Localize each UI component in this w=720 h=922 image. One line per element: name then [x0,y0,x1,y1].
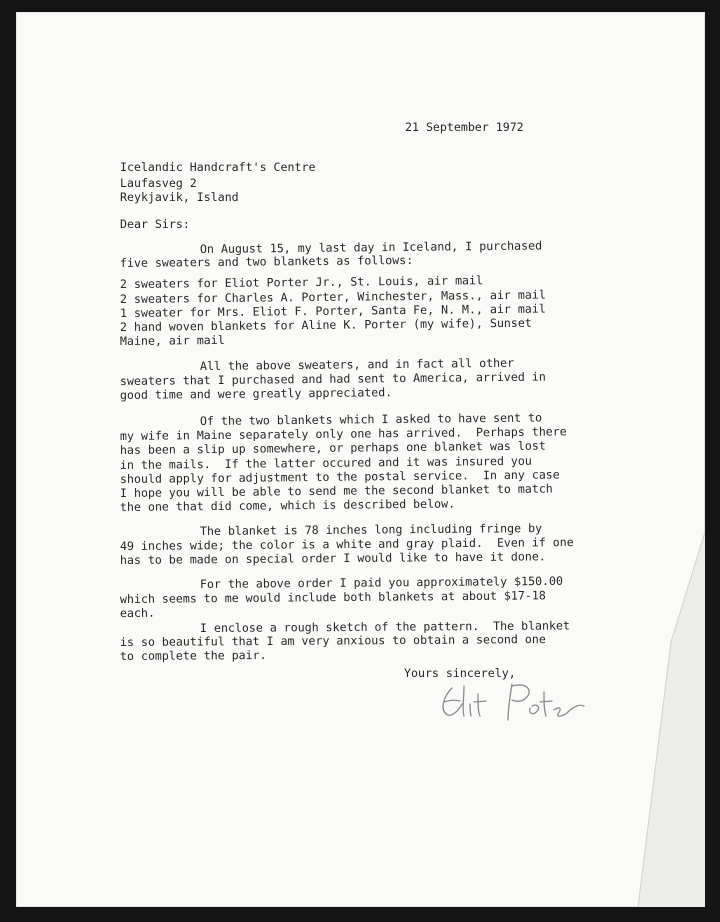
paragraph-line: to complete the pair. [119,647,267,663]
paragraph-line: in the mails. If the latter occured and it was insured you [119,453,532,472]
item-line: 1 sweater for Mrs. Eliot F. Porter, Santa Fe, N. M., air mail [119,301,546,320]
closing: Yours sincerely, [404,666,516,680]
recipient-street: Laufasveg 2 [120,176,197,190]
paragraph-line: I enclose a rough sketch of the pattern. The blanket [199,618,570,635]
letter-body [16,12,705,907]
item-line: 2 sweaters for Charles A. Porter, Winchester, Mass., air mail [119,287,546,306]
paragraph-line: which seems to me would include both blankets at about $17-18 [119,588,546,606]
recipient-city: Reykjavik, Island [120,190,239,204]
letter-page [16,12,705,907]
paragraph-line: has been a slip up somewhere, or perhaps one blanket was lost [119,438,546,457]
intro-line: On August 15, my last day in Iceland, I purchased [199,238,543,256]
item-line: 2 sweaters for Eliot Porter Jr., St. Louis, air mail [119,273,484,291]
paragraph-line: 49 inches wide; the color is a white and gray plaid. Even if one [119,535,574,553]
paragraph-line: For the above order I paid you approximately $150.00 [199,573,564,591]
item-line: Maine, air mail [119,332,225,348]
item-line: 2 hand woven blankets for Aline K. Porter (my wife), Sunset [119,315,532,334]
paragraph-line: Of the two blankets which I asked to have sent to [199,410,543,428]
paragraph-line: each. [119,605,155,620]
paragraph-line: should apply for adjustment to the postal service. In any case [119,467,560,486]
paragraph-line: the one that did come, which is described below. [119,496,456,514]
paragraph-line: my wife in Maine separately only one has arrived. Perhaps there [119,424,567,443]
paragraph-line: sweaters that I purchased and had sent to America, arrived in [119,369,546,388]
paragraph-line: All the above sweaters, and in fact all other [199,355,515,373]
intro-line: five sweaters and two blankets as follows: [119,252,414,270]
paragraph-line: good time and were greatly appreciated. [119,385,393,402]
recipient-name: Icelandic Handcraft's Centre [120,160,316,174]
paragraph-line: has to be made on special order I would like to have it done. [119,549,546,567]
letter-date: 21 September 1972 [405,120,524,134]
signature [434,674,594,734]
paragraph-line: is so beautiful that I am very anxious to obtain a second one [119,632,546,649]
salutation: Dear Sirs: [120,217,190,231]
paragraph-line: The blanket is 78 inches long including fringe by [199,521,543,538]
paragraph-line: I hope you will be able to send me the second blanket to match [119,481,553,500]
